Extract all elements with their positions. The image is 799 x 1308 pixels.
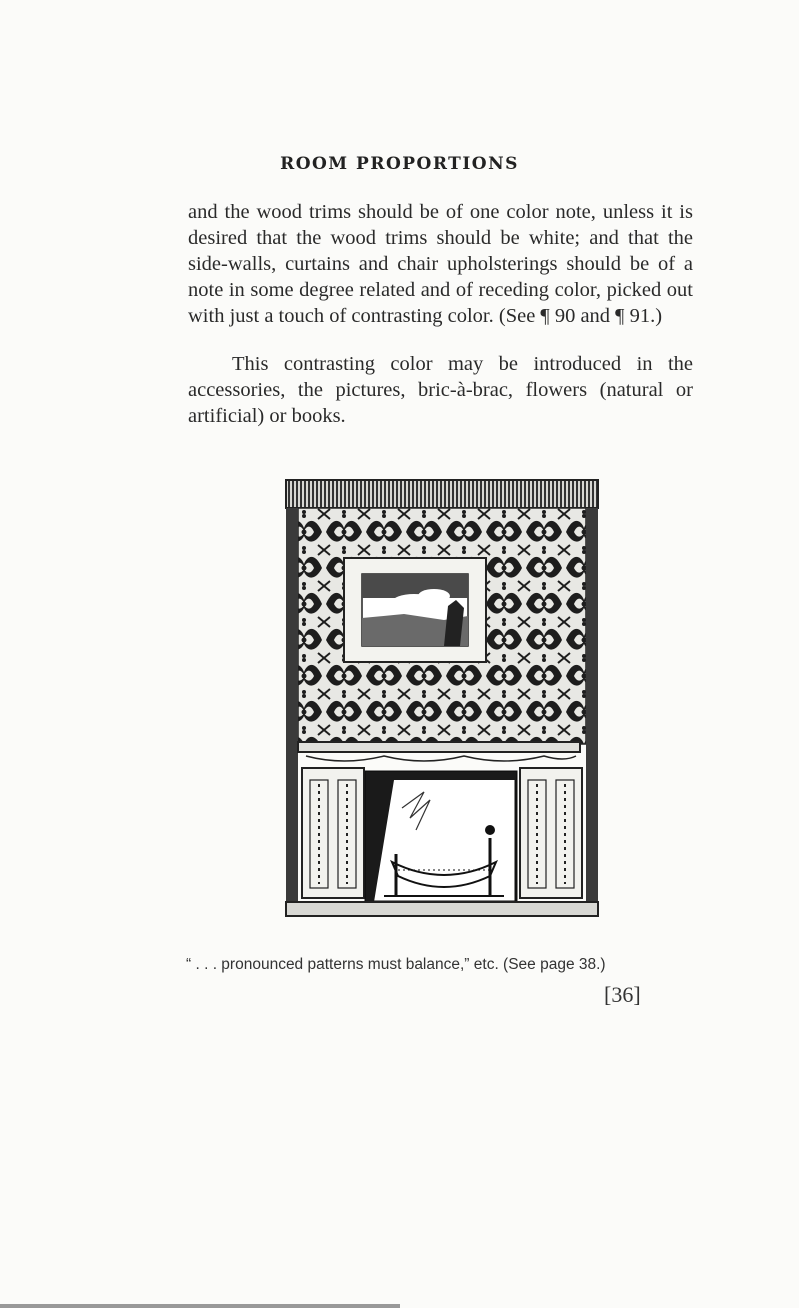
- body-paragraph-1: and the wood trims should be of one color note, unless it is desired that the wood trims should be white; and that the side-walls, curtains and chair upholsterings should be of a note in some degree related and of receding color, picked out with just a touch of contrasting color. (See ¶ 90 and ¶ 91.): [188, 201, 693, 327]
- scan-edge-rule: [0, 1304, 400, 1308]
- fireplace-illustration: [284, 478, 600, 918]
- figure-caption: “ . . . pronounced patterns must balance,” etc. (See page 38.): [186, 956, 606, 973]
- running-head: ROOM PROPORTIONS: [280, 154, 519, 174]
- page-number: [36]: [604, 982, 641, 1007]
- body-paragraph-2: This contrasting color may be introduced in the accessories, the pictures, bric-à-brac, flowers (natural or artificial) or books.: [188, 353, 693, 427]
